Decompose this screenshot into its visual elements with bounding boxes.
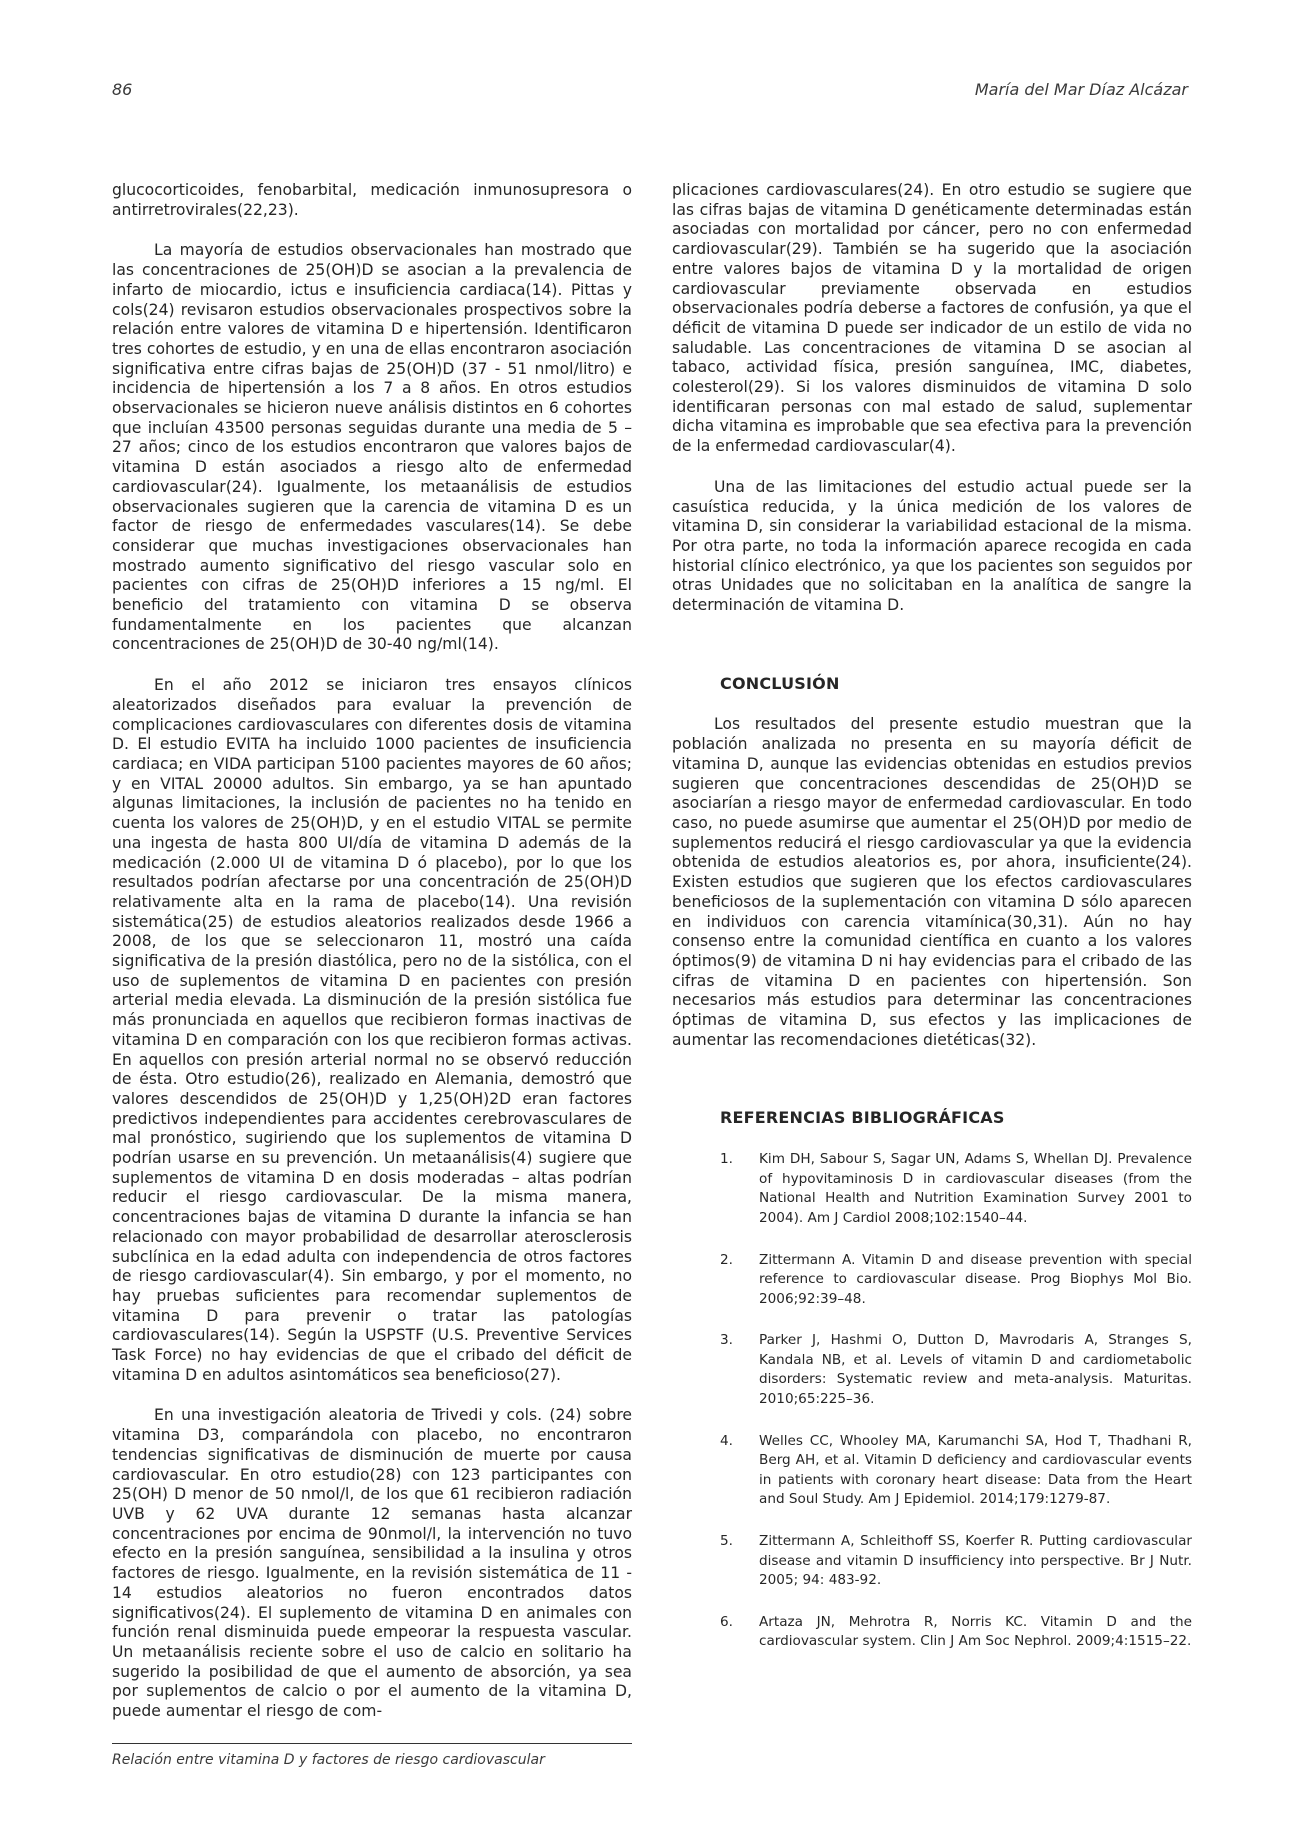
reference-item [720, 1432, 1192, 1510]
left-column [112, 181, 632, 1743]
paragraph: La mayoría de estudios observacionales han mostrado que las concentraciones de 25(OH)D se asocian a la prevalencia de infarto de miocardio, ictus e insuficiencia cardiaca(14). Pittas y cols(24) revisaron estudios observacionales prospectivos sobre la relación entre valores de vitamina D e hipertensión. Identificaron tres cohortes de estudio, y en una de ellas encontraron asociación significativa entre cifras bajas de 25(OH)D (37 - 51 nmol/litro) e incidencia de hipertensión a los 7 a 8 años. En otros estudios observacionales se hicieron nueve análisis distintos en 6 cohortes que incluían 43500 personas seguidas durante una media de 5 – 27 años; cinco de los estudios encontraron que valores bajos de vitamina D están asociados a riesgo alto de enfermedad cardiovascular(24). Igualmente, los metaanálisis de estudios observacionales sugieren que la carencia de vitamina D es un factor de riesgo de enfermedades vasculares(14). Se debe considerar que muchas investigaciones observacionales han mostrado aumento significativo del riesgo vascular solo en pacientes con cifras de 25(OH)D inferiores a 15 ng/ml. El beneficio del tratamiento con vitamina D se observa fundamentalmente en los pacientes que alcanzan concentraciones de 25(OH)D de 30-40 ng/ml(14). [112, 241, 632, 654]
footer-rule [112, 1743, 632, 1744]
page-number: 86 [112, 80, 133, 99]
reference-item [720, 1613, 1192, 1652]
reference-text: Welles CC, Whooley MA, Karumanchi SA, Hod T, Thadhani R, Berg AH, et al. Vitamin D deficiency and cardiovascular events in patients with coronary heart disease: Data from the Heart and Soul Study. Am J Epidemiol. 2014;179:1279-87. [759, 1432, 1192, 1508]
right-column [672, 181, 1192, 1674]
reference-item [720, 1532, 1192, 1591]
reference-text: Parker J, Hashmi O, Dutton D, Mavrodaris A, Stranges S, Kandala NB, et al. Levels of vitamin D and cardiometabolic disorders: Systematic review and meta-analysis. Maturitas. 2010;65:225–36. [759, 1332, 1192, 1408]
reference-item [720, 1331, 1192, 1409]
reference-item [720, 1251, 1192, 1310]
reference-number: 1. [720, 1151, 733, 1168]
reference-number: 6. [720, 1613, 733, 1630]
reference-text: Zittermann A, Schleithoff SS, Koerfer R. Putting cardiovascular disease and vitamin D insufficiency into perspective. Br J Nutr. 2005; 94: 483-92. [759, 1533, 1192, 1589]
conclusion-paragraph: Los resultados del presente estudio muestran que la población analizada no presenta en su mayoría déficit de vitamina D, aunque las evidencias obtenidas en estudios previos sugieren que concentraciones descendidas de 25(OH)D se asociarían a riesgo mayor de enfermedad cardiovascular. En todo caso, no puede asumirse que aumentar el 25(OH)D por medio de suplementos reducirá el riesgo cardiovascular ya que la evidencia obtenida de estudios aleatorios es, por ahora, insuficiente(24). Existen estudios que sugieren que los efectos cardiovasculares beneficiosos de la suplementación con vitamina D sólo aparecen en individuos con carencia vitamínica(30,31). Aún no hay consenso entre la comunidad científica en cuanto a los valores óptimos(9) de vitamina D ni hay evidencias para el cribado de las cifras de vitamina D en pacientes con hipertensión. Son necesarios más estudios para determinar las concentraciones óptimas de vitamina D, sus efectos y las implicaciones de aumentar las recomendaciones dietéticas(32). [672, 715, 1192, 1049]
paragraph: plicaciones cardiovasculares(24). En otro estudio se sugiere que las cifras bajas de vitamina D genéticamente determinadas están asociadas con mortalidad por cáncer, pero no con enfermedad cardiovascular(29). También se ha sugerido que la asociación entre valores bajos de vitamina D y la mortalidad de origen cardiovascular previamente observada en estudios observacionales podría deberse a factores de confusión, ya que el déficit de vitamina D puede ser indicador de un estilo de vida no saludable. Las concentraciones de vitamina D se asocian al tabaco, actividad física, presión sanguínea, IMC, diabetes, colesterol(29). Si los valores disminuidos de vitamina D solo identificaran personas con mal estado de salud, suplementar dicha vitamina es improbable que sea efectiva para la prevención de la enfermedad cardiovascular(4). [672, 181, 1192, 456]
paragraph: Una de las limitaciones del estudio actual puede ser la casuística reducida, y la única medición de los valores de vitamina D, sin considerar la variabilidad estacional de la misma. Por otra parte, no toda la información aparece recogida en cada historial clínico electrónico, ya que los pacientes son seguidos por otras Unidades que no solicitaban en la analítica de sangre la determinación de vitamina D. [672, 477, 1192, 615]
reference-number: 3. [720, 1332, 733, 1349]
reference-item [720, 1150, 1192, 1228]
footer-running-title: Relación entre vitamina D y factores de riesgo cardiovascular [112, 1752, 545, 1768]
reference-number: 4. [720, 1432, 733, 1449]
reference-number: 2. [720, 1251, 733, 1268]
running-author: María del Mar Díaz Alcázar [974, 80, 1188, 99]
paragraph: glucocorticoides, fenobarbital, medicación inmunosupresora o antirretrovirales(22,23). [112, 181, 632, 219]
reference-text: Artaza JN, Mehrotra R, Norris KC. Vitamin D and the cardiovascular system. Clin J Am Soc Nephrol. 2009;4:1515–22. [759, 1613, 1192, 1650]
paragraph: En el año 2012 se iniciaron tres ensayos clínicos aleatorizados diseñados para evaluar la prevención de complicaciones cardiovasculares con diferentes dosis de vitamina D. El estudio EVITA ha incluido 1000 pacientes de insuficiencia cardiaca; en VIDA participan 5100 pacientes mayores de 60 años; y en VITAL 20000 adultos. Sin embargo, ya se han apuntado algunas limitaciones, la inclusión de pacientes no ha tenido en cuenta los valores de 25(OH)D, y en el estudio VITAL se permite una ingesta de hasta 800 UI/día de vitamina D además de la medicación (2.000 UI de vitamina D ó placebo), por lo que los resultados podrían afectarse por una concentración de 25(OH)D relativamente alta en la rama de placebo(14). Una revisión sistemática(25) de estudios aleatorios realizados desde 1966 a 2008, de los que se seleccionaron 11, mostró una caída significativa de la presión diastólica, pero no de la sistólica, con el uso de suplementos de vitamina D en pacientes con presión arterial media elevada. La disminución de la presión sistólica fue más pronunciada en aquellos que recibieron formas inactivas de vitamina D en comparación con los que recibieron formas activas. En aquellos con presión arterial normal no se observó reducción de ésta. Otro estudio(26), realizado en Alemania, demostró que valores descendidos de 25(OH)D y 1,25(OH)2D eran factores predictivos independientes para accidentes cerebrovasculares de mal pronóstico, sugiriendo que los suplementos de vitamina D podrían usarse en su prevención. Un metaanálisis(4) sugiere que suplementos de vitamina D en dosis moderadas – altas podrían reducir el riesgo cardiovascular. De la misma manera, concentraciones bajas de vitamina D durante la infancia se han relacionado con mayor probabilidad de desarrollar aterosclerosis subclínica en la edad adulta con independencia de otros factores de riesgo cardiovascular(4). Sin embargo, y por el momento, no hay pruebas suficientes para recomendar suplementos de vitamina D para prevenir o tratar las patologías cardiovasculares(14). Según la USPSTF (U.S. Preventive Services Task Force) no hay evidencias de que el cribado del déficit de vitamina D en adultos asintomáticos sea beneficioso(27). [112, 676, 632, 1384]
references-heading: REFERENCIAS BIBLIOGRÁFICAS [720, 1108, 1005, 1128]
reference-number: 5. [720, 1533, 733, 1550]
reference-text: Kim DH, Sabour S, Sagar UN, Adams S, Whellan DJ. Prevalence of hypovitaminosis D in cardiovascular diseases (from the National Health and Nutrition Examination Survey 2001 to 2004). Am J Cardiol 2008;102:1540–44. [759, 1151, 1192, 1226]
paragraph: En una investigación aleatoria de Trivedi y cols. (24) sobre vitamina D3, comparándola con placebo, no encontraron tendencias significativas de disminución de muerte por causa cardiovascular. En otro estudio(28) con 123 participantes con 25(OH) D menor de 50 nmol/l, de los que 61 recibieron radiación UVB y 62 UVA durante 12 semanas hasta alcanzar concentraciones por encima de 90nmol/l, la intervención no tuvo efecto en la presión sanguínea, sensibilidad a la insulina y otros factores de riesgo. Igualmente, en la revisión sistemática de 11 - 14 estudios aleatorios no fueron encontrados datos significativos(24). El suplemento de vitamina D en animales con función renal disminuida puede empeorar la respuesta vascular. Un metaanálisis reciente sobre el uso de calcio en solitario ha sugerido la posibilidad de que el aumento de absorción, ya sea por suplementos de calcio o por el aumento de la vitamina D, puede aumentar el riesgo de com- [112, 1406, 632, 1721]
conclusion-heading: CONCLUSIÓN [720, 673, 840, 693]
reference-text: Zittermann A. Vitamin D and disease prevention with special reference to cardiovascular disease. Prog Biophys Mol Bio. 2006;92:39–48. [759, 1251, 1192, 1307]
